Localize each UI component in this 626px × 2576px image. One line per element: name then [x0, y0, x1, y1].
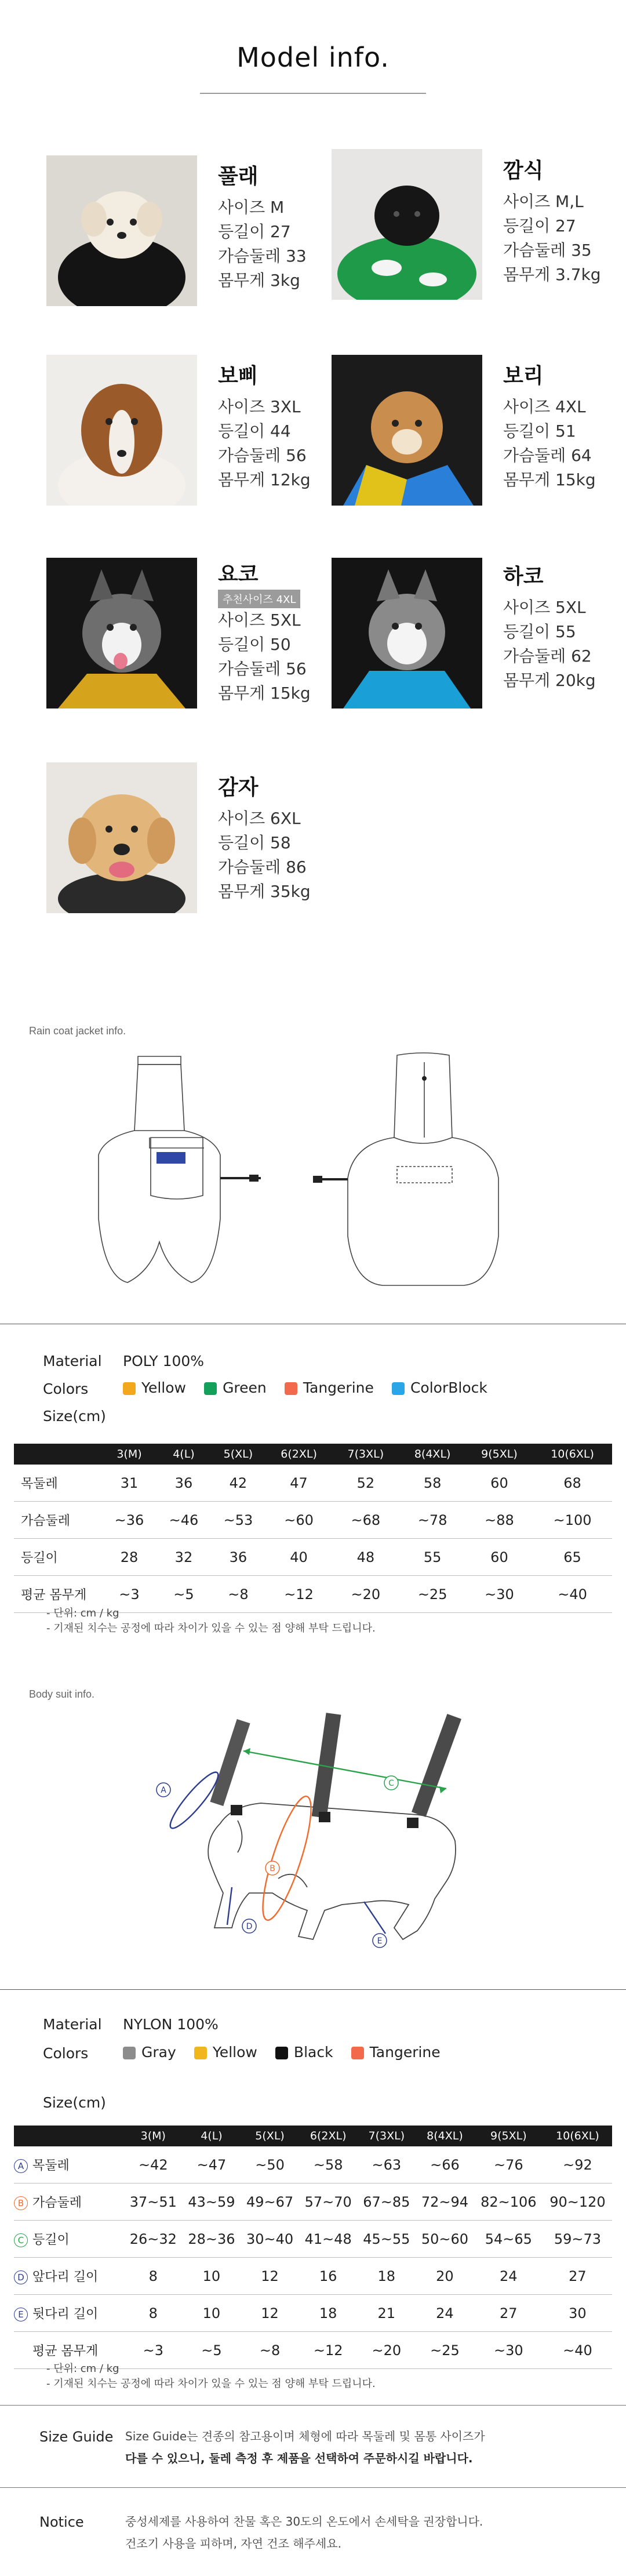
model-name: 하코	[503, 565, 544, 588]
raincoat-section-label: Rain coat jacket info.	[29, 1025, 126, 1037]
model-photo-gamja	[46, 762, 197, 913]
page-title: Model info.	[236, 42, 390, 73]
row-mark-d: D	[14, 2270, 28, 2284]
table-row: 평균 몸무게 ~3 ~5 ~8 ~12 ~20 ~25 ~30 ~40	[14, 2332, 612, 2369]
model-info-gamja	[218, 771, 311, 904]
row-mark-b: B	[14, 2196, 28, 2210]
model-name: 풀래	[218, 165, 259, 188]
model-photo-hako	[332, 558, 482, 709]
tangerine-swatch	[351, 2047, 364, 2059]
color-option-yellow: Yellow	[123, 1379, 186, 1396]
bodysuit-size-table	[14, 2126, 612, 2369]
model-info-yoko	[218, 558, 311, 706]
model-back-length: 등길이 27	[503, 216, 576, 235]
recommended-size-badge: 추천사이즈 4XL	[218, 590, 300, 608]
model-weight: 몸무게 15kg	[218, 684, 311, 703]
model-weight: 몸무게 20kg	[503, 671, 596, 690]
size-guide-text: Size Guide는 견종의 참고용이며 체형에 따라 목둘레 및 몸통 사이즈가 다를 수 있으니, 둘레 측정 후 제품을 선택하여 주문하시길 바랍니다.	[125, 2429, 485, 2465]
model-size: 사이즈 M	[218, 198, 285, 217]
gray-swatch	[123, 2047, 136, 2059]
diagram-letter-e: E	[377, 1936, 383, 1946]
row-mark-e: E	[14, 2308, 28, 2321]
model-info-kkamsik	[503, 154, 601, 287]
table-row: 평균 몸무게 ~3 ~5 ~8 ~12 ~20 ~25 ~30 ~40	[14, 1576, 612, 1613]
color-option-tangerine: Tangerine	[285, 1379, 374, 1396]
model-chest: 가슴둘레 64	[503, 446, 592, 465]
table-row: B 가슴둘레 37~51 43~59 49~67 57~70 67~85 72~94 82~106 90~120	[14, 2183, 612, 2221]
colorblock-swatch	[392, 1382, 405, 1395]
model-back-length: 등길이 50	[218, 635, 291, 654]
material-key: Material	[43, 1353, 102, 1369]
raincoat-size-table	[14, 1444, 612, 1613]
model-back-length: 등길이 44	[218, 422, 291, 441]
colors-key: Colors	[43, 2045, 89, 2062]
tangerine-swatch	[285, 1382, 297, 1395]
model-chest: 가슴둘레 56	[218, 659, 307, 678]
diagram-letter-c: C	[388, 1779, 394, 1788]
model-name: 요코	[218, 562, 259, 586]
model-photo-bori	[332, 355, 482, 506]
color-option-colorblock: ColorBlock	[392, 1379, 487, 1396]
model-name: 보삐	[218, 364, 259, 388]
diagram-letter-b: B	[270, 1864, 275, 1873]
model-info-pullae	[218, 160, 307, 293]
color-option-yellow: Yellow	[194, 2044, 257, 2061]
yellow-swatch	[194, 2047, 207, 2059]
green-swatch	[204, 1382, 217, 1395]
table-row: E 뒷다리 길이 8 10 12 18 21 24 27 30	[14, 2295, 612, 2332]
model-chest: 가슴둘레 33	[218, 246, 307, 266]
model-photo-boppi	[46, 355, 197, 506]
model-weight: 몸무게 3.7kg	[503, 265, 601, 284]
notice-divider	[0, 2487, 626, 2488]
bodysuit-diagram	[145, 1702, 493, 1976]
model-name: 깜식	[503, 159, 544, 183]
notice-label: Notice	[39, 2514, 84, 2530]
model-weight: 몸무게 12kg	[218, 470, 311, 489]
material-key: Material	[43, 2016, 102, 2033]
color-option-gray: Gray	[123, 2044, 176, 2061]
material-value: NYLON 100%	[123, 2016, 219, 2033]
guide-divider	[0, 2405, 626, 2406]
black-swatch	[275, 2047, 288, 2059]
model-chest: 가슴둘레 56	[218, 446, 307, 465]
yellow-swatch	[123, 1382, 136, 1395]
table-row: A 목둘레 ~42 ~47 ~50 ~58 ~63 ~66 ~76 ~92	[14, 2146, 612, 2183]
model-size: 사이즈 6XL	[218, 809, 301, 828]
model-name: 보리	[503, 364, 544, 388]
model-info-hako	[503, 560, 596, 693]
model-size: 사이즈 M,L	[503, 192, 584, 211]
model-chest: 가슴둘레 86	[218, 858, 307, 877]
row-mark-a: A	[14, 2159, 28, 2173]
model-back-length: 등길이 55	[503, 622, 576, 641]
model-name: 감자	[218, 776, 259, 800]
model-size: 사이즈 4XL	[503, 397, 586, 416]
raincoat-diagram	[81, 1051, 545, 1296]
color-option-tangerine: Tangerine	[351, 2044, 441, 2061]
bodysuit-divider	[0, 1989, 626, 1990]
color-option-black: Black	[275, 2044, 333, 2061]
model-info-bori	[503, 359, 596, 492]
size-key: Size(cm)	[43, 2094, 106, 2111]
table-row: 등길이 28 32 36 40 48 55 60 65	[14, 1539, 612, 1576]
bodysuit-colors	[123, 2044, 456, 2061]
title-divider	[200, 93, 426, 94]
raincoat-colors	[123, 1379, 503, 1396]
model-weight: 몸무게 15kg	[503, 470, 596, 489]
table-header-row: 3(M) 4(L) 5(XL) 6(2XL) 7(3XL) 8(4XL) 9(5XL) 10(6XL)	[14, 1444, 612, 1465]
model-weight: 몸무게 3kg	[218, 271, 300, 290]
table-row: 가슴둘레 ~36 ~46 ~53 ~60 ~68 ~78 ~88 ~100	[14, 1502, 612, 1539]
model-size: 사이즈 5XL	[503, 598, 586, 617]
table-header-row: 3(M) 4(L) 5(XL) 6(2XL) 7(3XL) 8(4XL) 9(5XL) 10(6XL)	[14, 2126, 612, 2146]
table-row: D 앞다리 길이 8 10 12 16 18 20 24 27	[14, 2258, 612, 2295]
model-size: 사이즈 5XL	[218, 611, 301, 630]
bodysuit-notes: - 단위: cm / kg - 기재된 치수는 공정에 따라 차이가 있을 수 있는 점 양해 부탁 드립니다.	[46, 2363, 376, 2390]
model-photo-kkamsik	[332, 149, 482, 300]
diagram-letter-a: A	[161, 1786, 166, 1795]
model-back-length: 등길이 58	[218, 833, 291, 852]
size-key: Size(cm)	[43, 1408, 106, 1425]
material-value: POLY 100%	[123, 1353, 205, 1369]
model-size: 사이즈 3XL	[218, 397, 301, 416]
diagram-letter-d: D	[246, 1922, 253, 1931]
model-chest: 가슴둘레 62	[503, 646, 592, 666]
model-weight: 몸무게 35kg	[218, 882, 311, 901]
bodysuit-section-label: Body suit info.	[29, 1688, 95, 1700]
model-chest: 가슴둘레 35	[503, 241, 592, 260]
table-row: C 등길이 26~32 28~36 30~40 41~48 45~55 50~60 54~65 59~73	[14, 2221, 612, 2258]
row-mark-c: C	[14, 2233, 28, 2247]
color-option-green: Green	[204, 1379, 267, 1396]
model-photo-yoko	[46, 558, 197, 709]
size-guide-label: Size Guide	[39, 2429, 114, 2445]
model-info-boppi	[218, 359, 311, 492]
colors-key: Colors	[43, 1380, 89, 1397]
model-back-length: 등길이 51	[503, 422, 576, 441]
model-back-length: 등길이 27	[218, 222, 291, 241]
model-photo-pullae	[46, 155, 197, 306]
notice-text: 중성세제를 사용하여 찬물 혹은 30도의 온도에서 손세탁을 권장합니다. 건조기 사용을 피하며, 자연 건조 해주세요.	[125, 2515, 483, 2550]
raincoat-notes: - 단위: cm / kg - 기재된 치수는 공정에 따라 차이가 있을 수 있는 점 양해 부탁 드립니다.	[46, 1607, 376, 1634]
table-row: 목둘레 31 36 42 47 52 58 60 68	[14, 1465, 612, 1502]
